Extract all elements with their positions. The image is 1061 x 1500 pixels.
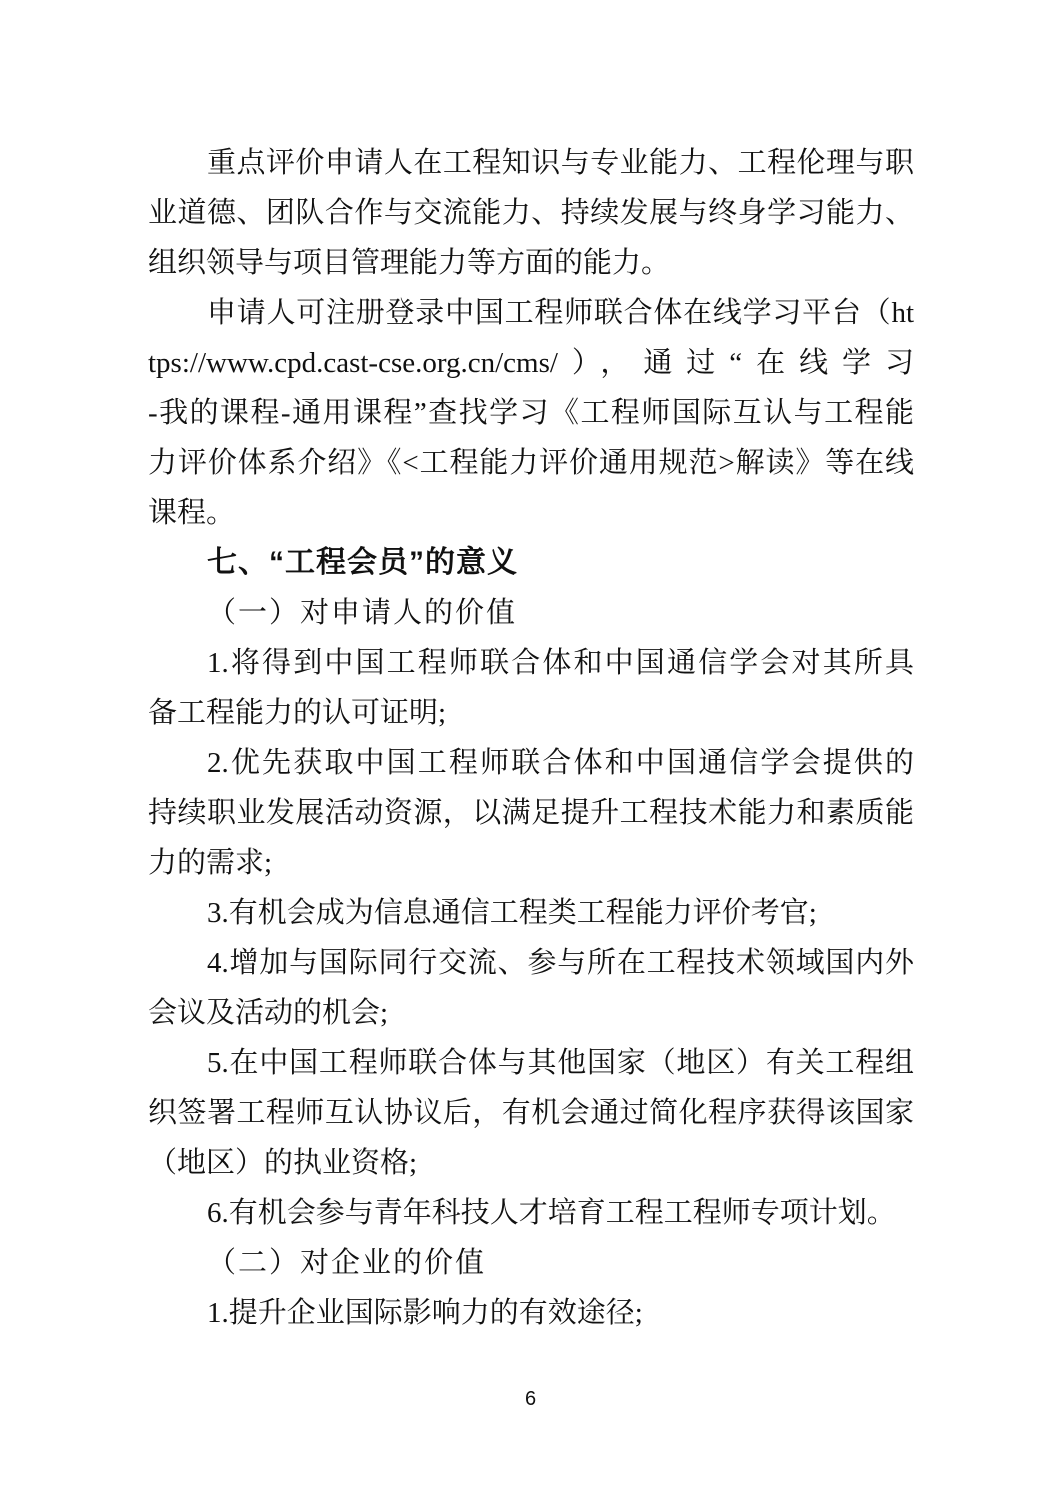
- paragraph-line-url: tps://www.cpd.cast-cse.org.cn/cms/），通过“在线学习: [148, 347, 914, 379]
- list-item-line: 3.有机会成为信息通信工程类工程能力评价考官;: [207, 897, 817, 929]
- paragraph-line: 申请人可注册登录中国工程师联合体在线学习平台（ht: [207, 297, 914, 329]
- paragraph-line: 力评价体系介绍》《<工程能力评价通用规范>解读》等在线: [148, 447, 914, 479]
- list-item-line: 持续职业发展活动资源，以满足提升工程技术能力和素质能: [148, 797, 914, 829]
- document-body: [148, 138, 914, 1338]
- paragraph-line: 重点评价申请人在工程知识与专业能力、工程伦理与职: [207, 147, 914, 179]
- subsection-heading: （一）对申请人的价值: [207, 597, 518, 629]
- list-item-line: （地区）的执业资格;: [148, 1147, 418, 1179]
- subsection-heading: （二）对企业的价值: [207, 1247, 487, 1279]
- list-item-line: 会议及活动的机会;: [148, 997, 389, 1029]
- list-item-line: 力的需求;: [148, 847, 273, 879]
- list-item-line: 织签署工程师互认协议后，有机会通过简化程序获得该国家: [148, 1097, 914, 1129]
- list-item-line: 2.优先获取中国工程师联合体和中国通信学会提供的: [207, 747, 914, 779]
- list-item-line: 5.在中国工程师联合体与其他国家（地区）有关工程组: [207, 1047, 914, 1079]
- list-item-line: 备工程能力的认可证明;: [148, 697, 447, 729]
- paragraph-line: 课程。: [148, 497, 236, 529]
- paragraph-line: 组织领导与项目管理能力等方面的能力。: [148, 247, 671, 279]
- paragraph-line: 业道德、团队合作与交流能力、持续发展与终身学习能力、: [148, 197, 914, 229]
- page-number: 6: [524, 1388, 537, 1410]
- paragraph-line: -我的课程-通用课程”查找学习《工程师国际互认与工程能: [148, 397, 914, 429]
- list-item-line: 4.增加与国际同行交流、参与所在工程技术领域国内外: [207, 947, 914, 979]
- section-heading: 七、“工程会员”的意义: [207, 546, 518, 579]
- list-item-line: 1.提升企业国际影响力的有效途径;: [207, 1297, 643, 1329]
- list-item-line: 1.将得到中国工程师联合体和中国通信学会对其所具: [207, 647, 914, 679]
- list-item-line: 6.有机会参与青年科技人才培育工程工程师专项计划。: [207, 1197, 896, 1229]
